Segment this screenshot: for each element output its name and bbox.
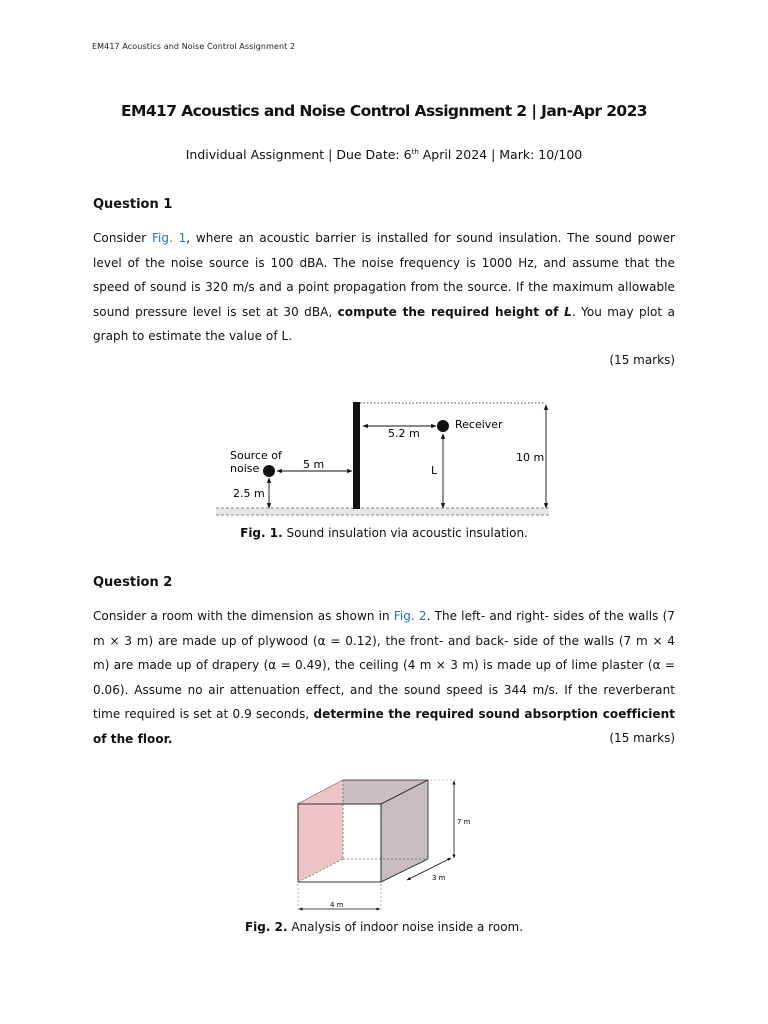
source-label-line2: noise <box>230 462 260 475</box>
distance-5-label: 5 m <box>303 458 325 471</box>
fig-1-link[interactable]: Fig. 1 <box>151 231 187 245</box>
ground-strip <box>216 508 549 515</box>
question-2-text <box>93 604 675 752</box>
source-height-label: 2.5 m <box>233 487 265 500</box>
q1-text-2: , where an acoustic barrier is installed for sound insulation. The sound power level of the noise source is 100 dBA. The noise frequency is 1000 Hz, and assume that the speed of sound is 320 m/s and a point propagation from the source. If the maximum allowable sound pressure level is set at 30 dBA, <box>93 231 675 319</box>
question-2-heading: Question 2 <box>93 575 173 590</box>
figure-1-caption-bold: Fig. 1. <box>240 526 283 540</box>
distance-5-2-label: 5.2 m <box>388 427 420 440</box>
q1-text-1: Consider <box>93 231 152 245</box>
q1-bold-italic-text: L <box>564 304 572 319</box>
question-1-text <box>93 226 675 349</box>
figure-1-caption-text: Sound insulation via acoustic insulation. <box>282 526 528 540</box>
running-header: EM417 Acoustics and Noise Control Assignment 2 <box>92 42 296 51</box>
depth-3-label: 3 m <box>432 874 446 882</box>
q2-bold-text: determine the required sound absorption coefficient of the floor. <box>93 707 675 746</box>
figure-1-caption <box>0 526 768 540</box>
q1-bold-text: compute the required height of <box>337 304 565 319</box>
receiver-dot <box>437 420 449 432</box>
subtitle-suffix: April 2024 | Mark: 10/100 <box>418 147 583 162</box>
q2-text-2: . The left- and right- sides of the walls (7 m × 3 m) are made up of plywood (α = 0.12), the front- and back- side of the walls (7 m × 4 m) are made up of drapery (α = 0.49), the ceiling (4 m × 3 m) is made up of lime plaster (α = 0.06). Assume no air attenuation effect, and the sound speed is 344 m/s. If the reverberant time required is set at 0.9 seconds, <box>93 609 675 722</box>
q2-text-1: Consider a room with the dimension as shown in <box>93 609 394 623</box>
receiver-label: Receiver <box>455 418 503 431</box>
height-7-label: 7 m <box>457 818 471 826</box>
source-label-line1: Source of <box>230 449 282 462</box>
subtitle-prefix: Individual Assignment | Due Date: 6 <box>185 147 412 162</box>
height-10-label: 10 m <box>516 451 545 464</box>
figure-2-caption-text: Analysis of indoor noise inside a room. <box>287 920 524 934</box>
figure-1-diagram <box>214 396 554 521</box>
figure-2-caption <box>0 920 768 934</box>
question-1-marks: (15 marks) <box>609 353 675 367</box>
question-2-marks: (15 marks) <box>609 731 675 745</box>
subtitle-sup: th <box>411 147 419 156</box>
q1-text-3: . You may plot a graph to estimate the value of L. <box>93 304 675 344</box>
figure-2-diagram <box>288 772 478 917</box>
barrier-wall <box>353 402 360 509</box>
question-1-heading: Question 1 <box>93 197 173 212</box>
source-dot <box>263 465 275 477</box>
figure-2-caption-bold: Fig. 2. <box>244 920 288 934</box>
left-wall-face <box>298 780 343 882</box>
page-title: EM417 Acoustics and Noise Control Assignment 2 | Jan-Apr 2023 <box>121 102 647 120</box>
width-4-label: 4 m <box>330 901 344 909</box>
L-label: L <box>431 464 438 477</box>
page-subtitle <box>0 147 768 162</box>
fig-2-link[interactable]: Fig. 2 <box>393 609 427 623</box>
